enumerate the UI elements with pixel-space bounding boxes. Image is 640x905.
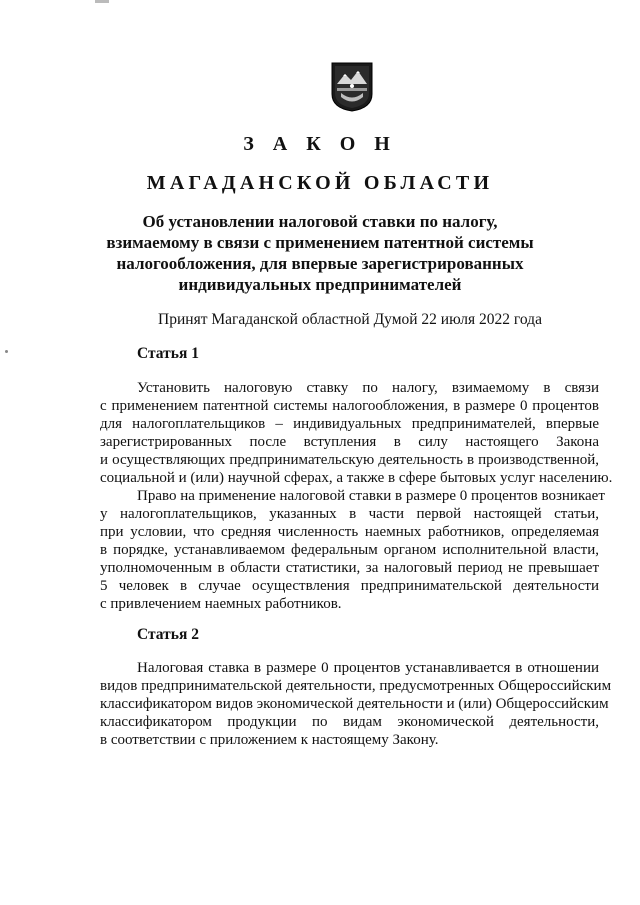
subtitle-line: индивидуальных предпринимателей <box>178 275 462 294</box>
text-line: классификатором продукции по видам экономической деятельности, <box>100 714 599 730</box>
text-line: с привлечением наемных работников. <box>100 596 342 612</box>
text-line: в порядке, устанавливаемом федеральным органом исполнительной власти, <box>100 542 599 558</box>
text-line: зарегистрированных после вступления в силу настоящего Закона <box>100 434 599 450</box>
text-line: Налоговая ставка в размере 0 процентов устанавливается в отношении <box>137 660 599 676</box>
article-1-heading: Статья 1 <box>137 345 199 362</box>
subtitle-line: Об установлении налоговой ставки по налогу, <box>142 212 498 231</box>
subtitle-line: взимаемому в связи с применением патентной системы <box>106 233 534 252</box>
text-line: 5 человек в случае осуществления предпринимательской деятельности <box>100 578 599 594</box>
law-region: МАГАДАНСКОЙ ОБЛАСТИ <box>146 172 494 194</box>
text-line: и осуществляющих предпринимательскую деятельность в производственной, <box>100 452 599 468</box>
text-line: видов предпринимательской деятельности, предусмотренных Общероссийским <box>100 678 612 694</box>
text-line: у налогоплательщиков, указанных в части первой настоящей статьи, <box>100 506 599 522</box>
text-line: Право на применение налоговой ставки в размере 0 процентов возникает <box>137 488 605 504</box>
text-line: для налогоплательщиков – индивидуальных предпринимателей, впервые <box>100 416 599 432</box>
scan-artifact <box>95 0 109 3</box>
article-2-heading: Статья 2 <box>137 626 199 643</box>
text-line: социальной и (или) научной сферах, а также в сфере бытовых услуг населению. <box>100 470 613 486</box>
text-line: при условии, что средняя численность наемных работников, определяемая <box>100 524 599 540</box>
article-1-paragraph-2 <box>100 487 605 613</box>
law-subtitle <box>80 211 560 295</box>
text-line: с применением патентной системы налогообложения, в размере 0 процентов <box>100 398 599 414</box>
text-line: классификатором видов экономической деятельности и (или) Общероссийским <box>100 696 609 712</box>
adoption-date: Принят Магаданской областной Думой 22 июля 2022 года <box>158 311 542 328</box>
article-2-paragraph-1 <box>100 659 612 749</box>
text-line: уполномоченным в области статистики, за налоговый период не превышает <box>100 560 599 576</box>
law-title: З А К О Н <box>243 133 397 155</box>
article-1-paragraph-1 <box>100 379 613 487</box>
scan-artifact <box>5 350 8 353</box>
text-line: Установить налоговую ставку по налогу, взимаемому в связи <box>137 380 599 396</box>
subtitle-line: налогообложения, для впервые зарегистрированных <box>116 254 524 273</box>
magadan-coat-of-arms-icon <box>331 62 373 112</box>
text-line: в соответствии с приложением к настоящему Закону. <box>100 732 439 748</box>
